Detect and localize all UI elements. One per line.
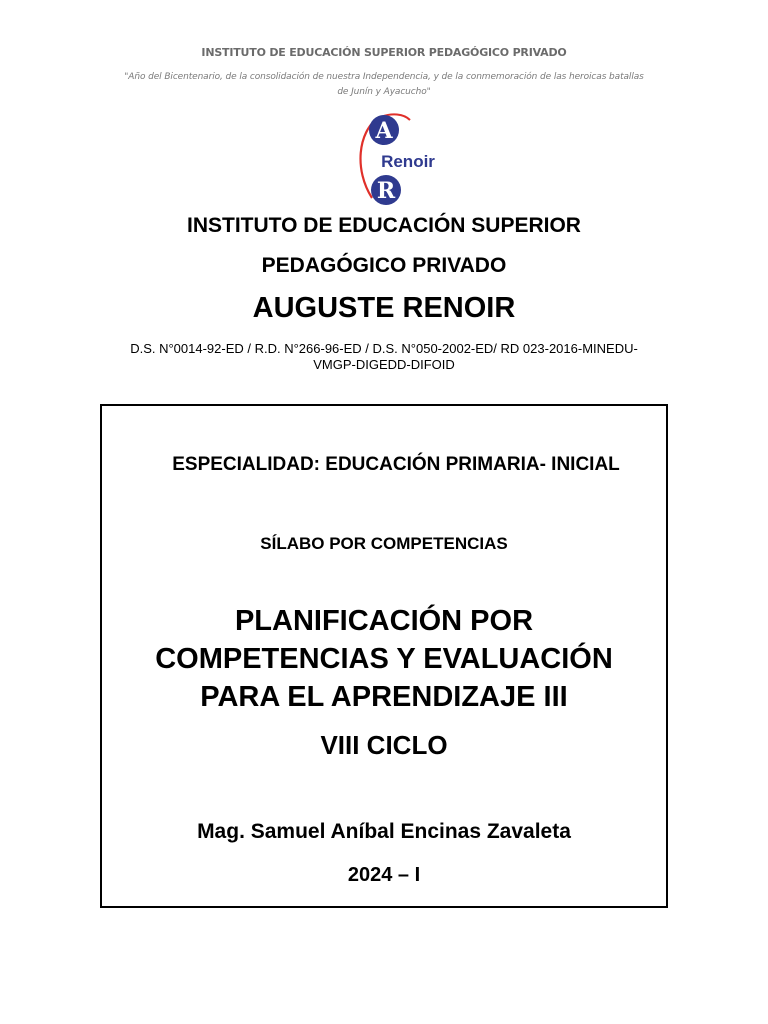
motto-line-1: "Año del Bicentenario, de la consolidación de nuestra Independencia, y de la conmemoración de las heroicas batallas [124, 72, 644, 82]
course-title-line-2: COMPETENCIAS Y EVALUACIÓN [155, 643, 613, 675]
header-year-motto [104, 70, 664, 100]
institute-title-line-2: PEDAGÓGICO PRIVADO [261, 254, 507, 277]
cycle-label: VIII CICLO [320, 730, 448, 760]
logo-letter-bottom: R [376, 178, 396, 204]
institute-name: AUGUSTE RENOIR [252, 292, 516, 324]
academic-period: 2024 – I [347, 864, 421, 886]
header-institute-name: INSTITUTO DE EDUCACIÓN SUPERIOR PEDAGÓGICO PRIVADO [201, 46, 567, 59]
course-title [102, 602, 666, 716]
specialty-heading: ESPECIALIDAD: EDUCACIÓN PRIMARIA- INICIAL [172, 454, 620, 475]
legal-resolutions [104, 341, 664, 373]
author-name: Mag. Samuel Aníbal Encinas Zavaleta [197, 820, 571, 843]
renoir-logo [352, 110, 440, 210]
institute-title-line-1: INSTITUTO DE EDUCACIÓN SUPERIOR [187, 214, 581, 237]
resolutions-line-2: VMGP-DIGEDD-DIFOID [313, 357, 455, 372]
syllabus-box [100, 404, 668, 908]
resolutions-line-1: D.S. N°0014-92-ED / R.D. N°266-96-ED / D.S. N°050-2002-ED/ RD 023-2016-MINEDU- [130, 341, 638, 356]
motto-line-2: de Junín y Ayacucho" [337, 87, 431, 97]
syllabus-type: SÍLABO POR COMPETENCIAS [260, 534, 508, 553]
logo-wordmark: Renoir [381, 152, 435, 171]
course-title-line-1: PLANIFICACIÓN POR [234, 605, 534, 637]
course-title-line-3: PARA EL APRENDIZAJE III [200, 681, 568, 713]
logo-letter-top: A [375, 118, 393, 144]
